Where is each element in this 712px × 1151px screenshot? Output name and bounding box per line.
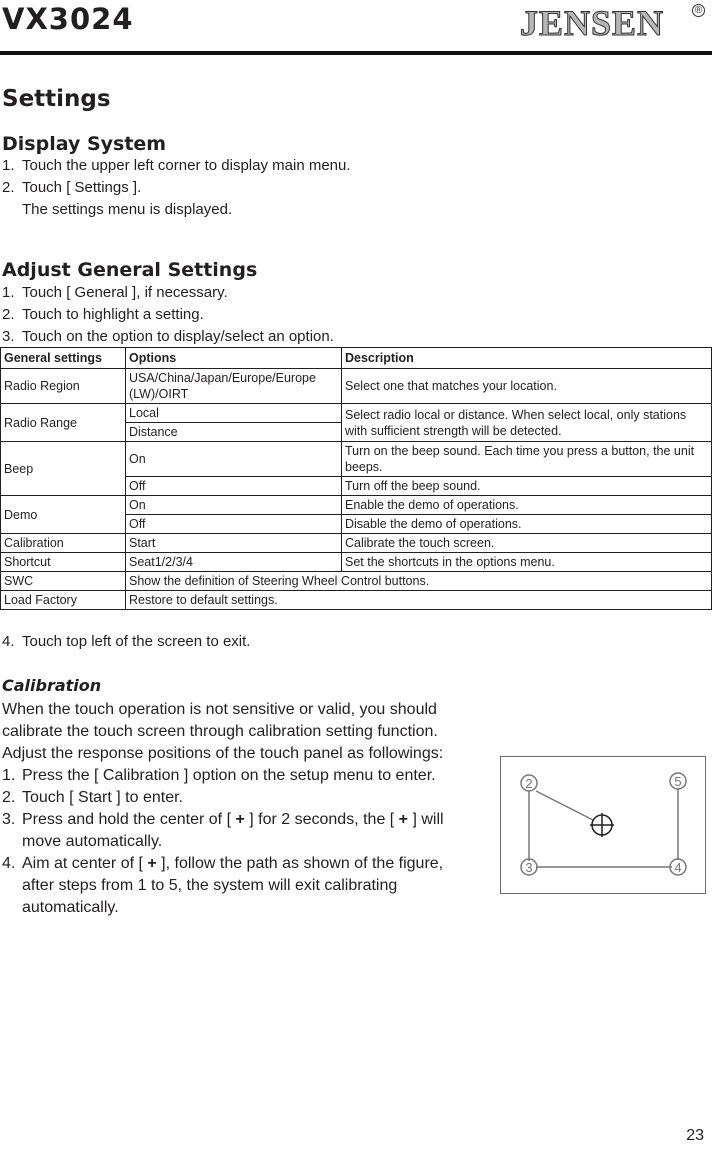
option-cell: Seat1/2/3/4	[126, 553, 342, 572]
step-number: 3.	[2, 328, 15, 345]
step	[2, 199, 351, 221]
point-label-3: 3	[525, 860, 533, 875]
calibration-body	[2, 699, 464, 919]
option-cell: Start	[126, 534, 342, 553]
step	[2, 304, 334, 326]
calibration-path-figure	[500, 756, 706, 894]
step	[2, 326, 334, 348]
setting-cell: Beep	[1, 442, 126, 496]
general-settings-table	[0, 347, 712, 610]
model-name: VX3024	[2, 2, 134, 36]
step	[2, 787, 464, 809]
description-cell: Select one that matches your location.	[342, 369, 712, 404]
path-segment	[536, 791, 593, 820]
step-text: Touch top left of the screen to exit.	[22, 633, 251, 650]
table-row	[1, 534, 712, 553]
description-cell: Turn off the beep sound.	[342, 477, 712, 496]
step-text	[22, 853, 464, 919]
description-cell: Restore to default settings.	[126, 591, 712, 610]
setting-cell: Demo	[1, 496, 126, 534]
description-cell: Select radio local or distance. When select local, only stations with sufficient strength will be detected.	[342, 404, 712, 442]
option-cell: USA/China/Japan/Europe/Europe (LW)/OIRT	[126, 369, 342, 404]
table-row	[1, 369, 712, 404]
option-cell: Local	[126, 404, 342, 423]
step	[2, 765, 464, 787]
step	[2, 177, 351, 199]
step-text: Touch the upper left corner to display main menu.	[22, 157, 351, 174]
table-row	[1, 572, 712, 591]
text-fragment: ] for 2 seconds, the [	[244, 811, 399, 828]
step-number: 2.	[2, 179, 15, 196]
column-header: General settings	[1, 348, 126, 369]
step-number	[2, 199, 22, 221]
table-row	[1, 553, 712, 572]
step-text: Press the [ Calibration ] option on the setup menu to enter.	[22, 767, 436, 784]
general-settings-step4	[2, 631, 250, 653]
step-text: Touch on the option to display/select an option.	[22, 328, 334, 345]
setting-cell: Load Factory	[1, 591, 126, 610]
option-cell: Off	[126, 515, 342, 534]
page-number: 23	[686, 1127, 704, 1144]
step-text: The settings menu is displayed.	[22, 201, 233, 218]
general-settings-steps	[2, 282, 334, 348]
text-fragment: ], follow the path as shown of the figure, after steps from 1 to 5, the system will exit calibrating automatically.	[22, 855, 444, 916]
page-title: Settings	[2, 86, 111, 112]
option-cell: On	[126, 496, 342, 515]
description-cell: Show the definition of Steering Wheel Control buttons.	[126, 572, 712, 591]
step-number: 1.	[2, 767, 16, 784]
step-number: 4.	[2, 855, 16, 872]
plus-symbol: +	[398, 811, 409, 828]
table-row	[1, 496, 712, 515]
description-cell: Disable the demo of operations.	[342, 515, 712, 534]
step-text: Touch to highlight a setting.	[22, 306, 204, 323]
registered-mark: ®	[692, 4, 705, 17]
calibration-path-diagram	[501, 757, 705, 893]
step-number: 3.	[2, 811, 16, 828]
step-text: Touch [ Start ] to enter.	[22, 789, 183, 806]
step	[2, 282, 334, 304]
column-header: Description	[342, 348, 712, 369]
point-label-5: 5	[674, 774, 682, 789]
setting-cell: Radio Range	[1, 404, 126, 442]
column-header: Options	[126, 348, 342, 369]
text-fragment: Aim at center of [	[22, 855, 148, 872]
calibration-intro: When the touch operation is not sensitive or valid, you should calibrate the touch screen through calibration setting function. Adjust the response positions of the touch panel as followings:	[2, 701, 444, 762]
option-cell: On	[126, 442, 342, 477]
table-row	[1, 442, 712, 477]
display-system-steps	[2, 155, 351, 221]
option-cell: Distance	[126, 423, 342, 442]
crosshair-icon	[590, 813, 614, 837]
description-cell: Set the shortcuts in the options menu.	[342, 553, 712, 572]
step	[2, 809, 464, 853]
plus-symbol: +	[147, 855, 157, 872]
point-label-2: 2	[525, 776, 533, 791]
table-header-row	[1, 348, 712, 369]
setting-cell: Radio Region	[1, 369, 126, 404]
general-settings-heading: Adjust General Settings	[2, 259, 258, 281]
calibration-heading: Calibration	[2, 676, 102, 695]
table-row	[1, 404, 712, 423]
setting-cell: Shortcut	[1, 553, 126, 572]
text-fragment: Press and hold the center of [	[22, 811, 236, 828]
setting-cell: SWC	[1, 572, 126, 591]
step	[2, 853, 464, 919]
step-text: Touch [ Settings ].	[22, 179, 142, 196]
option-cell: Off	[126, 477, 342, 496]
description-cell: Calibrate the touch screen.	[342, 534, 712, 553]
step-text	[22, 809, 464, 853]
display-system-heading: Display System	[2, 133, 167, 155]
step-text: Touch [ General ], if necessary.	[22, 284, 228, 301]
header-rule	[0, 51, 712, 55]
step-number: 1.	[2, 284, 15, 301]
brand-logo: JENSEN	[520, 3, 665, 43]
description-cell: Turn on the beep sound. Each time you press a button, the unit beeps.	[342, 442, 712, 477]
step-number: 2.	[2, 306, 15, 323]
step-number: 1.	[2, 157, 15, 174]
setting-cell: Calibration	[1, 534, 126, 553]
point-label-4: 4	[674, 860, 682, 875]
description-cell: Enable the demo of operations.	[342, 496, 712, 515]
step	[2, 631, 250, 653]
step-number: 2.	[2, 789, 16, 806]
table-row	[1, 591, 712, 610]
plus-symbol: +	[235, 811, 245, 828]
step	[2, 155, 351, 177]
step-number: 4.	[2, 633, 15, 650]
text-fragment: ] will move automatically.	[22, 811, 444, 850]
